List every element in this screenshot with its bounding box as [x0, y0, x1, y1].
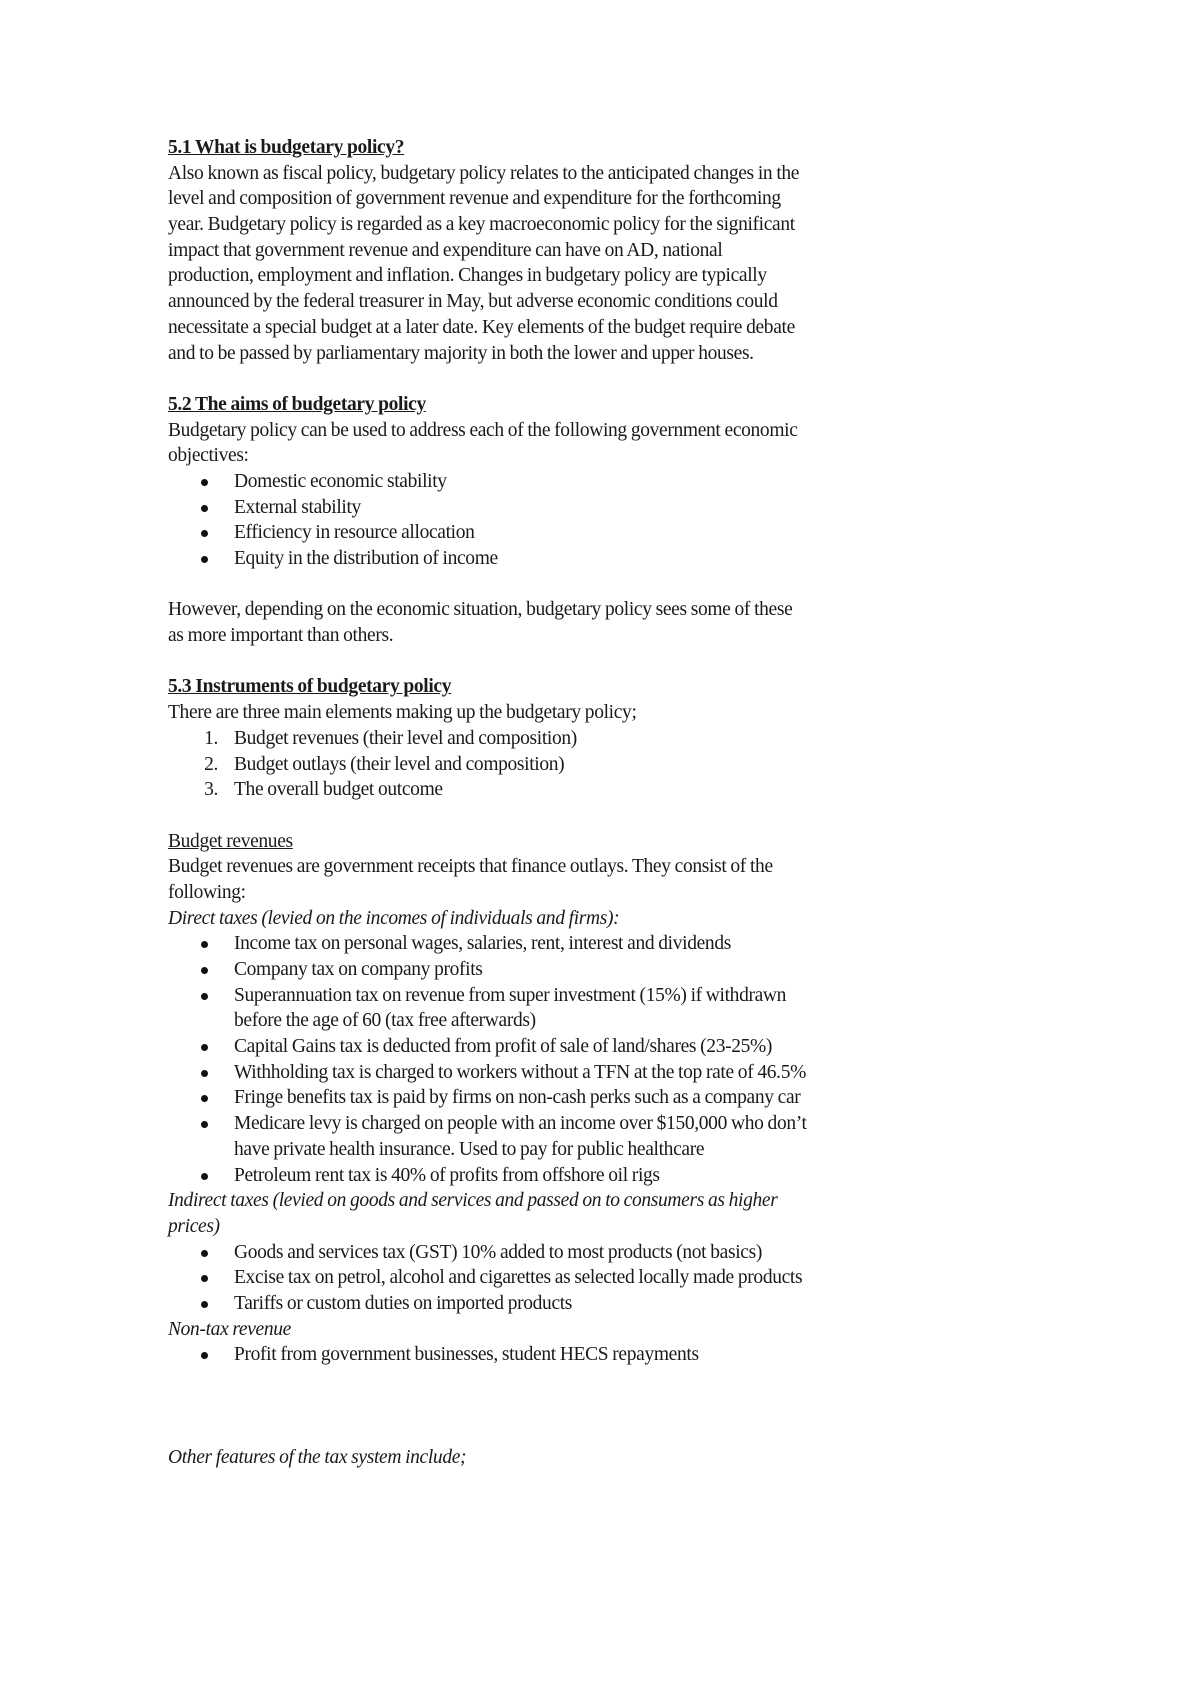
section-heading-5-3: 5.3 Instruments of budgetary policy — [168, 676, 452, 698]
bullet-icon — [201, 1044, 208, 1051]
bullet-icon — [201, 556, 208, 563]
list-item: Income tax on personal wages, salaries, rent, interest and dividends — [168, 931, 968, 957]
text-line: and to be passed by parliamentary majority in both the lower and upper houses. — [168, 342, 754, 364]
list-item: Goods and services tax (GST) 10% added to most products (not basics) — [168, 1240, 968, 1266]
text-line: Also known as fiscal policy, budgetary policy relates to the anticipated changes in the — [168, 162, 800, 184]
text-line: announced by the federal treasurer in May, but adverse economic conditions could — [168, 291, 778, 313]
aims-list — [168, 469, 968, 572]
list-item: Profit from government businesses, student HECS repayments — [168, 1342, 968, 1368]
text-line: Budgetary policy can be used to address each of the following government economic — [168, 419, 798, 441]
direct-taxes-list — [168, 931, 968, 1188]
bullet-icon — [201, 993, 208, 1000]
list-item: 2. Budget outlays (their level and composition) — [204, 753, 565, 775]
text-line: level and composition of government revenue and expenditure for the forthcoming — [168, 188, 781, 210]
bullet-icon — [201, 505, 208, 512]
text-line: There are three main elements making up the budgetary policy; — [168, 702, 637, 724]
text-line: year. Budgetary policy is regarded as a key macroeconomic policy for the significant — [168, 214, 795, 236]
list-item: Equity in the distribution of income — [168, 546, 968, 572]
section-heading-5-1: 5.1 What is budgetary policy? — [168, 137, 405, 158]
text-line: following: — [168, 881, 246, 903]
list-item: External stability — [168, 495, 968, 521]
list-item: Withholding tax is charged to workers without a TFN at the top rate of 46.5% — [168, 1060, 968, 1086]
list-item: Domestic economic stability — [168, 469, 968, 495]
bullet-icon — [201, 1070, 208, 1077]
instruments-list — [168, 726, 968, 803]
bullet-icon — [201, 1121, 208, 1128]
bullet-icon — [201, 967, 208, 974]
bullet-icon — [201, 1250, 208, 1257]
list-item: Tariffs or custom duties on imported products — [168, 1291, 968, 1317]
list-item: Efficiency in resource allocation — [168, 520, 968, 546]
direct-taxes-label: Direct taxes (levied on the incomes of individuals and firms): — [168, 907, 620, 929]
other-features-label: Other features of the tax system include; — [168, 1447, 467, 1469]
text-line: impact that government revenue and expenditure can have on AD, national — [168, 239, 723, 261]
list-item: Medicare levy is charged on people with an income over $150,000 who don’t — [168, 1111, 968, 1137]
subheading-budget-revenues: Budget revenues — [168, 830, 293, 852]
list-item: 3. The overall budget outcome — [204, 779, 443, 801]
bullet-icon — [201, 1095, 208, 1102]
indirect-taxes-label-cont: prices) — [168, 1215, 220, 1237]
list-item: Superannuation tax on revenue from super investment (15%) if withdrawn — [168, 983, 968, 1009]
section-heading-5-2: 5.2 The aims of budgetary policy — [168, 393, 426, 415]
list-item-continuation: have private health insurance. Used to pay for public healthcare — [234, 1138, 705, 1160]
bullet-icon — [201, 1352, 208, 1359]
bullet-icon — [201, 530, 208, 537]
text-line: production, employment and inflation. Changes in budgetary policy are typically — [168, 265, 767, 287]
indirect-taxes-label: Indirect taxes (levied on goods and services and passed on to consumers as higher — [168, 1190, 778, 1212]
bullet-icon — [201, 1173, 208, 1180]
list-item: Excise tax on petrol, alcohol and cigarettes as selected locally made products — [168, 1265, 968, 1291]
text-line: objectives: — [168, 445, 249, 467]
list-item: 1. Budget revenues (their level and composition) — [204, 727, 577, 749]
text-line: necessitate a special budget at a later date. Key elements of the budget require debate — [168, 316, 795, 338]
text-line: However, depending on the economic situation, budgetary policy sees some of these — [168, 599, 793, 621]
list-item: Capital Gains tax is deducted from profit of sale of land/shares (23-25%) — [168, 1034, 968, 1060]
bullet-icon — [201, 1301, 208, 1308]
bullet-icon — [201, 941, 208, 948]
non-tax-revenue-label: Non-tax revenue — [168, 1318, 291, 1340]
list-item: Company tax on company profits — [168, 957, 968, 983]
bullet-icon — [201, 479, 208, 486]
list-item-continuation: before the age of 60 (tax free afterwards) — [234, 1010, 536, 1032]
text-line: as more important than others. — [168, 625, 394, 647]
indirect-taxes-list — [168, 1240, 968, 1317]
paragraph-5-1 — [168, 161, 968, 367]
document-page — [168, 135, 968, 1471]
list-item: Fringe benefits tax is paid by firms on non-cash perks such as a company car — [168, 1085, 968, 1111]
bullet-icon — [201, 1275, 208, 1282]
text-line: Budget revenues are government receipts that finance outlays. They consist of the — [168, 856, 773, 878]
list-item: Petroleum rent tax is 40% of profits from offshore oil rigs — [168, 1163, 968, 1189]
